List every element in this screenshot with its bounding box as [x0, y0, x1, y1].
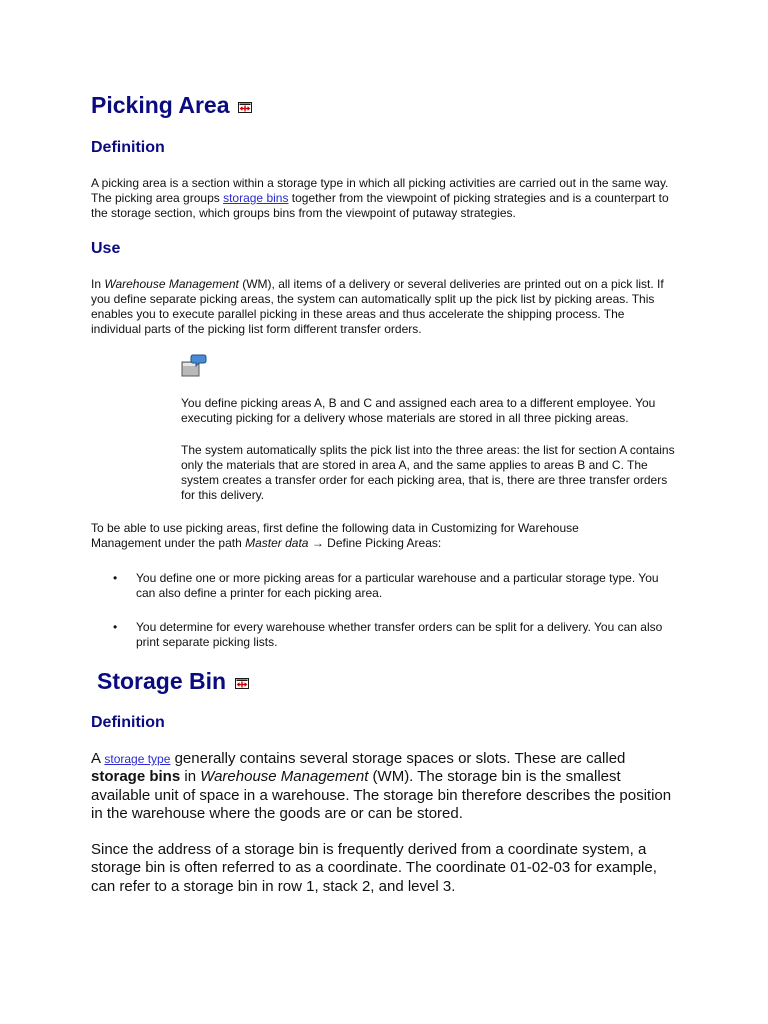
picking-area-definition-text [91, 176, 676, 221]
warehouse-management-term: Warehouse Management [200, 768, 369, 786]
definition-text-part: A picking area is a section within a storage type in which all picking activities are carried out in the same way. The picking area groups [91, 176, 669, 205]
bullet-item-2: You determine for every warehouse whether transfer orders can be split for a delivery. You can also print separate picking lists. [136, 620, 663, 649]
external-link-icon[interactable] [235, 678, 249, 689]
definition-text-part: together from the viewpoint of picking strategies and is a counterpart to the storage section, which groups bins from the viewpoint of putaway strategies. [91, 191, 669, 220]
example-text-2: The system automatically splits the pick list into the three areas: the list for section A contains only the materials that are stored in area A, and the same applies to areas B and C. The system creates a transfer order for each picking area, that is, there are three transfer orders for this delivery. [181, 443, 675, 502]
picking-area-title-text: Picking Area [91, 92, 230, 118]
picking-area-title [91, 91, 252, 119]
storage-bin-definition-text [91, 750, 681, 823]
storage-bin-title-text: Storage Bin [97, 668, 227, 694]
storage-bin-definition-heading: Definition [91, 714, 165, 731]
customizing-text [91, 521, 631, 551]
bullet-marker: • [113, 620, 118, 634]
example-note-icon [181, 353, 207, 379]
storage-bin-text-part: (WM). The storage bin is the smallest available unit of space in a warehouse. The storage bin therefore describes the position in the warehouse where the goods are or can be stored. [91, 768, 672, 822]
storage-bin-text-part: A [91, 750, 105, 767]
use-text [91, 277, 671, 337]
warehouse-management-term: Warehouse Management [104, 277, 239, 291]
bullet-item-1: You define one or more picking areas for a particular warehouse and a particular storage type. You can also define a printer for each picking area. [136, 571, 659, 600]
coordinate-text: Since the address of a storage bin is frequently derived from a coordinate system, a storage bin is often referred to as a coordinate. The coordinate 01-02-03 for example, can refer to a storage bin in row 1, stack 2, and level 3. [91, 841, 657, 895]
storage-bins-link[interactable]: storage bins [223, 191, 289, 205]
storage-bins-term: storage bins [91, 768, 181, 786]
storage-bin-text-part: generally contains several storage spaces or slots. These are called [170, 750, 626, 767]
customizing-text-part: To be able to use picking areas, first define the following data in Customizing for Warehouse Management under the path [91, 521, 579, 550]
storage-bin-title [97, 667, 249, 695]
storage-type-link[interactable]: storage type [104, 752, 171, 766]
use-heading: Use [91, 240, 121, 257]
picking-area-definition-heading: Definition [91, 139, 165, 156]
bullet-marker: • [113, 571, 118, 585]
use-text-part: (WM), all items of a delivery or several deliveries are printed out on a pick list. If you define separate picking areas, the system can automatically split up the pick list by picking areas. This enables you to execute parallel picking in these areas and thus accelerate the shipping process. The individual parts of the picking list form different transfer orders. [91, 277, 664, 336]
master-data-term: Master data [245, 536, 309, 550]
storage-bin-text-part: in [180, 768, 201, 786]
path-arrow: → [308, 536, 328, 550]
use-text-part: In [91, 277, 105, 291]
customizing-text-part: Define Picking Areas: [327, 536, 442, 550]
example-text-1: You define picking areas A, B and C and assigned each area to a different employee. You executing picking for a delivery whose materials are stored in all three picking areas. [181, 396, 656, 425]
external-link-icon[interactable] [238, 102, 252, 113]
